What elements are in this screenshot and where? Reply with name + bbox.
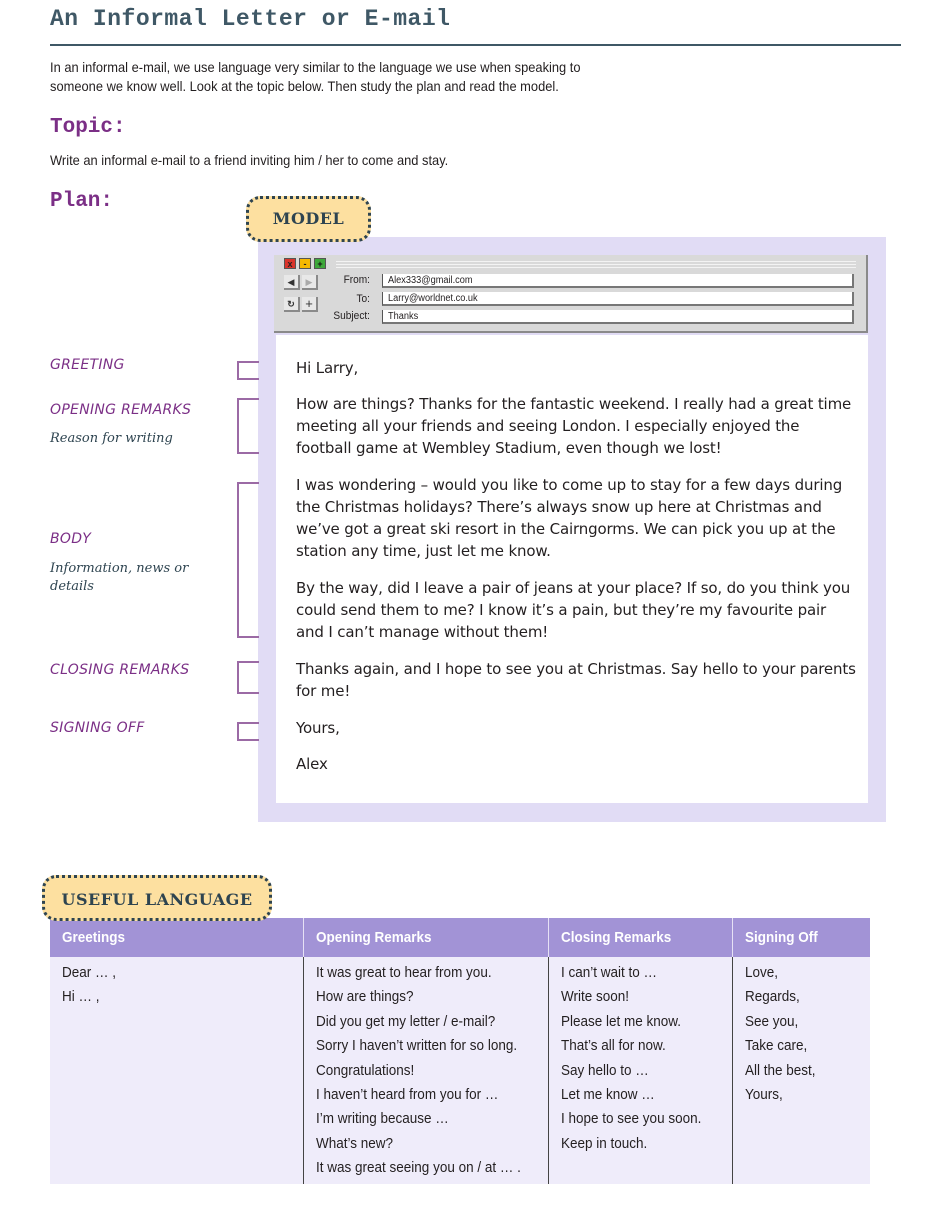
header-closing-remarks: Closing Remarks	[548, 918, 732, 957]
list-item: It was great seeing you on / at … .	[316, 1159, 521, 1177]
email-greeting: Hi Larry,	[296, 359, 359, 377]
plan-sub-body	[50, 560, 188, 596]
plan-label-closing-remarks: CLOSING REMARKS	[50, 662, 190, 678]
useful-language-badge: USEFUL LANGUAGE	[42, 875, 272, 921]
email-closing-remarks: Thanks again, and I hope to see you at Christmas. Say hello to your parents for me!	[296, 660, 856, 700]
list-item: I can’t wait to …	[561, 964, 658, 981]
forward-arrow-icon[interactable]: ▶	[302, 275, 318, 290]
page-title: An Informal Letter or E-mail	[50, 6, 451, 32]
email-body	[276, 335, 868, 803]
plan-label-body: BODY	[50, 531, 92, 547]
list-item: How are things?	[316, 988, 414, 1006]
to-label: To:	[356, 293, 370, 305]
bracket-greeting	[237, 361, 259, 380]
email-body-paragraph-2: By the way, did I leave a pair of jeans at your place? If so, do you think you could send them to me? I know it’s a pain, but they’re my favourite pair and I can’t manage without them!	[296, 579, 851, 641]
email-opening-remarks: How are things? Thanks for the fantastic weekend. I really had a great time meeting all your friends and seeing London. I especially enjoyed the football game at Wembley Stadium, even though we lost!	[296, 395, 852, 457]
list-item: What’s new?	[316, 1134, 394, 1152]
list-item: Write soon!	[561, 988, 630, 1006]
email-body-paragraph-1: I was wondering – would you like to come up to stay for a few days during the Christmas holidays? There’s always snow up here at Christmas and we’ve got a great ski resort in the Cairngorms. We can pick you up at the station any time, just let me know.	[296, 476, 843, 560]
list-item: Please let me know.	[561, 1012, 682, 1030]
plan-heading: Plan:	[50, 190, 114, 213]
list-item: That’s all for now.	[561, 1037, 666, 1055]
plan-sub-body-line-2: details	[50, 579, 94, 594]
list-item: Say hello to …	[561, 1061, 649, 1079]
column-signing-off	[732, 957, 870, 1184]
list-item: Congratulations!	[316, 1061, 415, 1079]
window-title-bar[interactable]	[336, 259, 856, 269]
title-divider	[50, 44, 901, 46]
to-field[interactable]	[382, 292, 854, 306]
bracket-closing-remarks	[237, 661, 259, 694]
header-signing-off: Signing Off	[732, 918, 870, 957]
table-header-row	[50, 918, 870, 957]
plan-sub-body-line-1: Information, news or	[50, 561, 189, 576]
maximize-window-icon[interactable]: +	[314, 258, 326, 269]
list-item: Take care,	[745, 1037, 808, 1055]
list-item: Love,	[745, 964, 779, 981]
topic-heading: Topic:	[50, 116, 126, 139]
list-item: Yours,	[745, 1086, 783, 1104]
list-item: Let me know …	[561, 1086, 655, 1104]
bracket-signing-off	[237, 722, 259, 741]
topic-text: Write an informal e-mail to a friend inviting him / her to come and stay.	[50, 152, 449, 168]
from-value: Alex333@gmail.com	[388, 275, 473, 286]
column-opening-remarks	[303, 957, 548, 1184]
list-item: Dear … ,	[62, 964, 117, 981]
list-item: Keep in touch.	[561, 1134, 648, 1152]
list-item: Did you get my letter / e-mail?	[316, 1012, 496, 1030]
bracket-opening-remarks	[237, 398, 259, 454]
list-item: I hope to see you soon.	[561, 1110, 702, 1128]
bracket-body	[237, 482, 259, 638]
new-message-plus-icon[interactable]: +	[302, 297, 318, 312]
intro-line-1: In an informal e-mail, we use language very similar to the language we use when speaking to	[50, 59, 581, 75]
plan-label-opening-remarks: OPENING REMARKS	[50, 402, 192, 418]
email-sign-off: Yours,	[296, 719, 340, 737]
list-item: Hi … ,	[62, 988, 100, 1006]
column-closing-remarks	[548, 957, 732, 1184]
intro-line-2: someone we know well. Look at the topic below. Then study the plan and read the model.	[50, 78, 559, 94]
useful-language-table	[50, 918, 870, 1184]
plan-label-signing-off: SIGNING OFF	[50, 720, 145, 736]
list-item: Sorry I haven’t written for so long.	[316, 1037, 518, 1055]
email-signature: Alex	[296, 755, 328, 773]
intro-text	[50, 58, 694, 96]
email-window-header	[274, 255, 868, 333]
reload-icon[interactable]: ↻	[284, 297, 300, 312]
list-item: Regards,	[745, 988, 800, 1006]
column-greetings	[50, 957, 303, 1184]
to-value: Larry@worldnet.co.uk	[388, 293, 478, 304]
list-item: It was great to hear from you.	[316, 964, 492, 981]
subject-field[interactable]	[382, 310, 854, 324]
plan-label-greeting: GREETING	[50, 357, 125, 373]
back-arrow-icon[interactable]: ◀	[284, 275, 300, 290]
header-greetings: Greetings	[62, 929, 126, 946]
list-item: I haven’t heard from you for …	[316, 1086, 499, 1104]
plan-sub-reason-for-writing: Reason for writing	[50, 431, 173, 446]
close-window-icon[interactable]: x	[284, 258, 296, 269]
list-item: All the best,	[745, 1061, 816, 1079]
minimize-window-icon[interactable]: -	[299, 258, 311, 269]
header-opening-remarks: Opening Remarks	[303, 918, 548, 957]
from-field[interactable]	[382, 274, 854, 288]
subject-label: Subject:	[333, 310, 370, 322]
subject-value: Thanks	[388, 311, 419, 322]
from-label: From:	[343, 274, 370, 286]
list-item: See you,	[745, 1012, 799, 1030]
model-badge: MODEL	[246, 196, 371, 242]
list-item: I’m writing because …	[316, 1110, 449, 1128]
